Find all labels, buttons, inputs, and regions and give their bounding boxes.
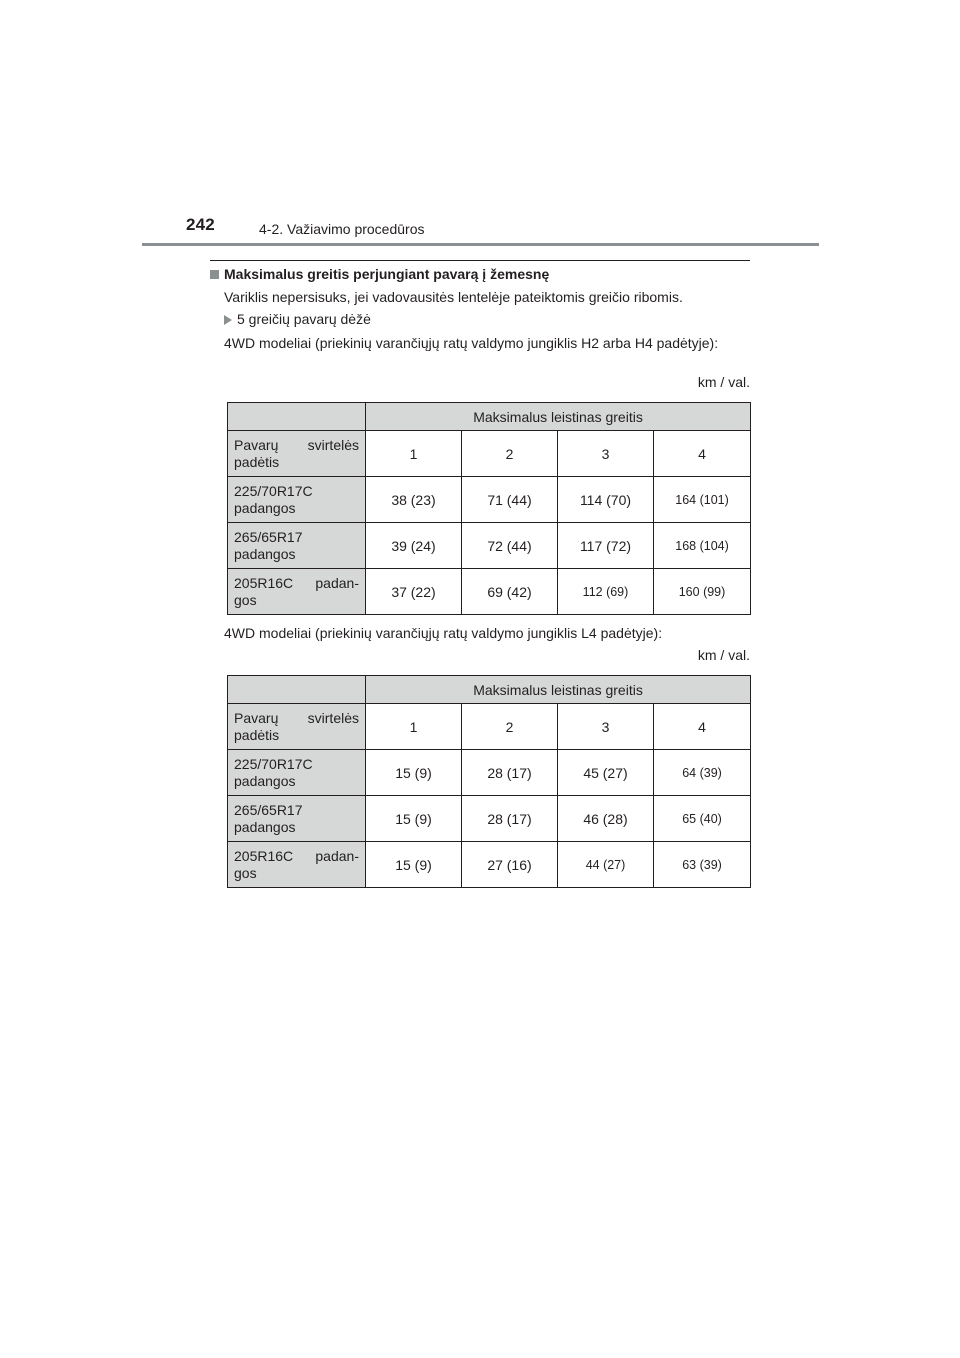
- speed-cell: 28 (17): [462, 796, 558, 842]
- table-row: [228, 796, 751, 842]
- lever-label: Pavarų svirtelės padėtis: [228, 431, 366, 477]
- note-h2-h4: 4WD modeliai (priekinių varančiųjų ratų valdymo jungiklis H2 arba H4 padėtyje):: [224, 335, 719, 351]
- speed-cell: 164 (101): [654, 477, 751, 523]
- speed-cell: 112 (69): [558, 569, 654, 615]
- gear-header: 1: [366, 704, 462, 750]
- tire-label: 225/70R17C padangos: [228, 477, 366, 523]
- speed-cell: 160 (99): [654, 569, 751, 615]
- tire-label: 225/70R17C padangos: [228, 750, 366, 796]
- table-row: [228, 750, 751, 796]
- speed-cell: 69 (42): [462, 569, 558, 615]
- speed-cell: 71 (44): [462, 477, 558, 523]
- square-bullet-icon: [210, 270, 219, 279]
- speed-cell: 72 (44): [462, 523, 558, 569]
- speed-cell: 45 (27): [558, 750, 654, 796]
- speed-cell: 37 (22): [366, 569, 462, 615]
- tire-label: 205R16C padan-gos: [228, 842, 366, 888]
- tire-label: 265/65R17 padangos: [228, 796, 366, 842]
- table-row: [228, 477, 751, 523]
- content-divider: [210, 260, 750, 261]
- speed-table-l4: [227, 675, 751, 888]
- lever-label: Pavarų svirtelės padėtis: [228, 704, 366, 750]
- gear-header: 2: [462, 704, 558, 750]
- triangle-bullet-icon: [224, 315, 232, 325]
- header-divider: [142, 243, 819, 246]
- speed-cell: 28 (17): [462, 750, 558, 796]
- table-header-empty: [228, 403, 366, 431]
- speed-cell: 15 (9): [366, 750, 462, 796]
- speed-cell: 64 (39): [654, 750, 751, 796]
- unit-label-1: km / val.: [697, 374, 750, 390]
- subheading-text: 5 greičių pavarų dėžė: [237, 311, 371, 327]
- gear-header: 3: [558, 704, 654, 750]
- gear-header: 4: [654, 431, 751, 477]
- gear-header: 4: [654, 704, 751, 750]
- gear-header: 2: [462, 431, 558, 477]
- speed-cell: 46 (28): [558, 796, 654, 842]
- table-row: [228, 523, 751, 569]
- speed-cell: 63 (39): [654, 842, 751, 888]
- section-title: 4-2. Važiavimo procedūros: [259, 221, 425, 237]
- note-l4: 4WD modeliai (priekinių varančiųjų ratų valdymo jungiklis L4 padėtyje):: [224, 625, 663, 641]
- tire-label: 265/65R17 padangos: [228, 523, 366, 569]
- speed-cell: 117 (72): [558, 523, 654, 569]
- table-title: Maksimalus leistinas greitis: [366, 676, 751, 704]
- speed-cell: 15 (9): [366, 796, 462, 842]
- table-header-empty: [228, 676, 366, 704]
- speed-cell: 39 (24): [366, 523, 462, 569]
- table-title: Maksimalus leistinas greitis: [366, 403, 751, 431]
- speed-table-h2-h4: [227, 402, 751, 615]
- speed-cell: 38 (23): [366, 477, 462, 523]
- section-heading: [210, 266, 549, 282]
- speed-cell: 65 (40): [654, 796, 751, 842]
- speed-cell: 168 (104): [654, 523, 751, 569]
- intro-paragraph: Variklis nepersisuks, jei vadovausitės lentelėje pateiktomis greičio ribomis.: [224, 289, 683, 305]
- gear-header: 3: [558, 431, 654, 477]
- page-number: 242: [186, 215, 215, 234]
- speed-cell: 114 (70): [558, 477, 654, 523]
- speed-cell: 27 (16): [462, 842, 558, 888]
- section-heading-text: Maksimalus greitis perjungiant pavarą į žemesnę: [224, 266, 550, 282]
- table-row: [228, 842, 751, 888]
- gear-header: 1: [366, 431, 462, 477]
- speed-cell: 44 (27): [558, 842, 654, 888]
- tire-label: 205R16C padan-gos: [228, 569, 366, 615]
- speed-cell: 15 (9): [366, 842, 462, 888]
- subheading: [224, 311, 371, 327]
- unit-label-2: km / val.: [697, 647, 750, 663]
- table-row: [228, 569, 751, 615]
